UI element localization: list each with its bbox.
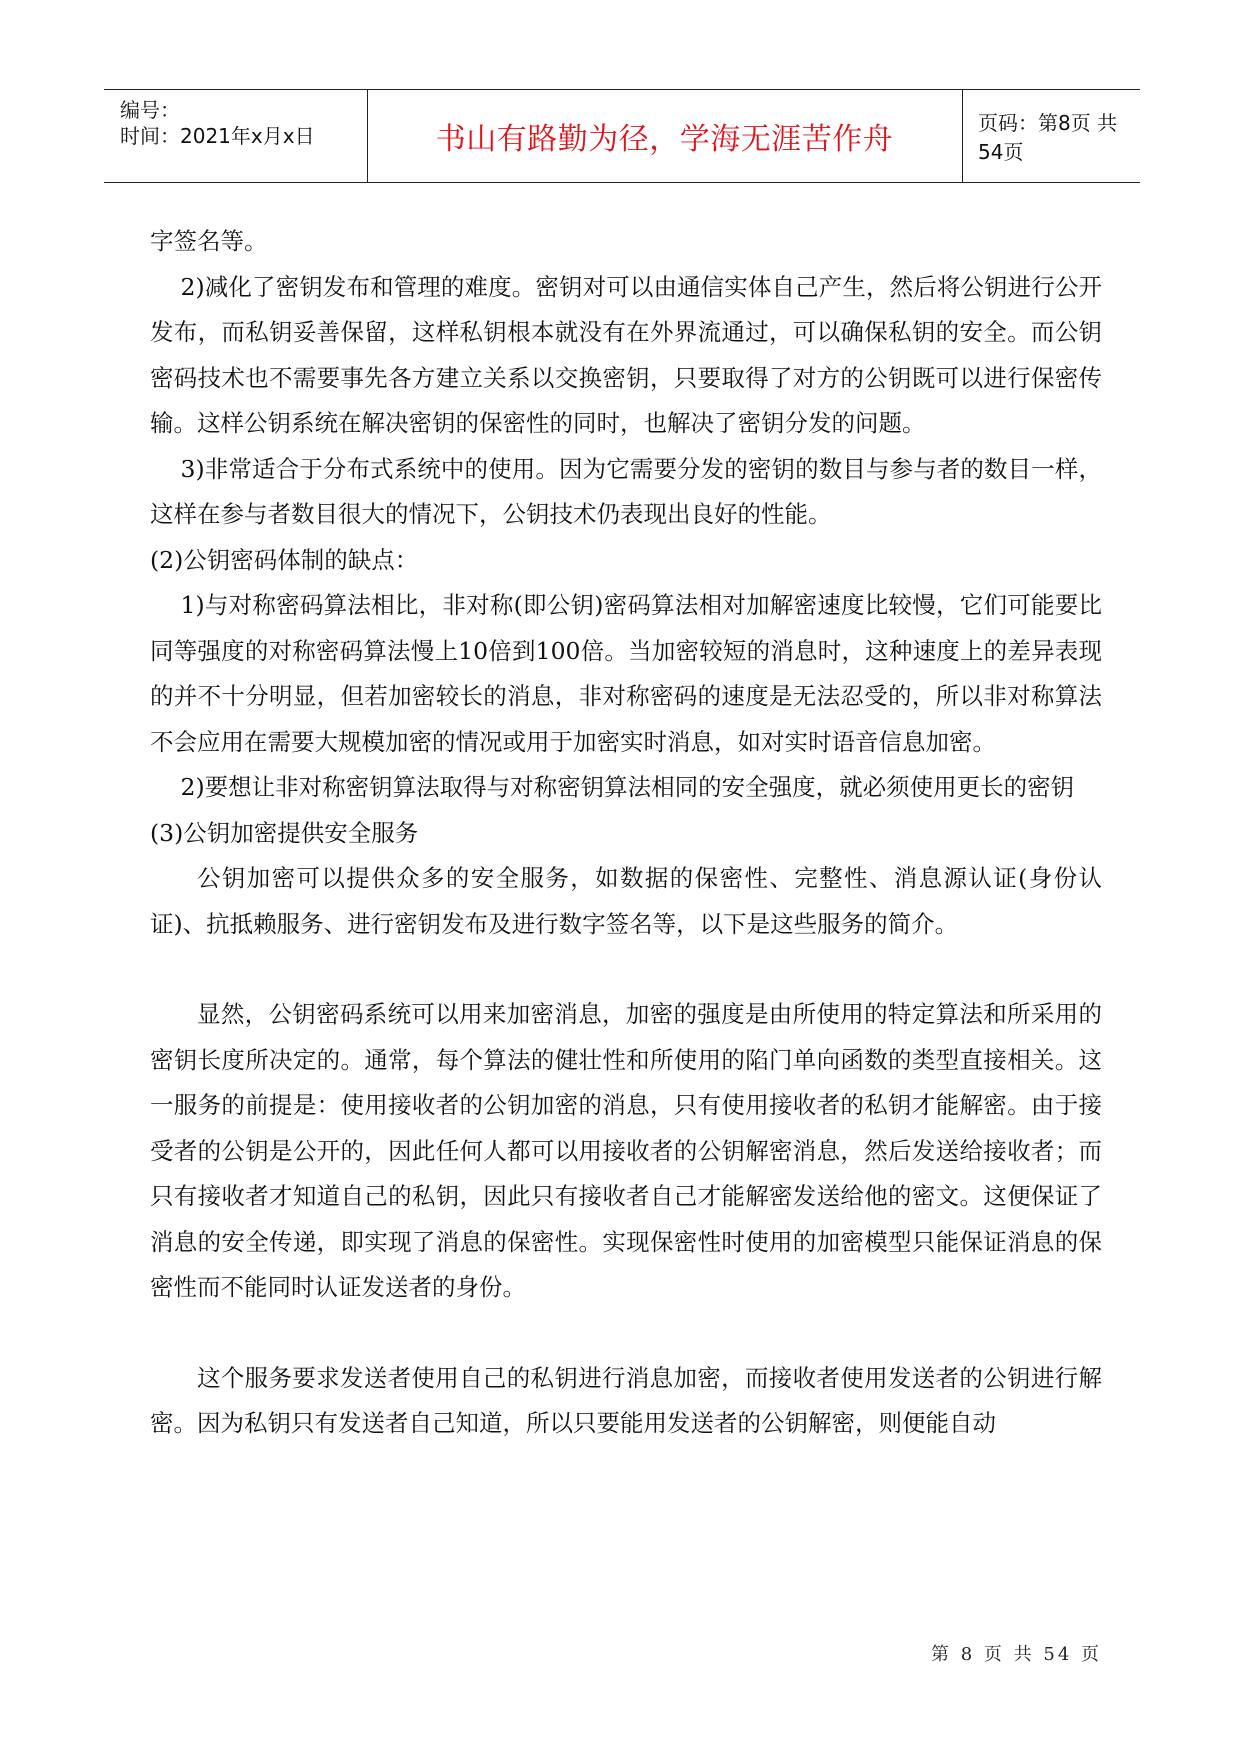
paragraph: 3)非常适合于分布式系统中的使用。因为它需要分发的密钥的数目与参与者的数目一样，这样在参与者数目很大的情况下，公钥技术仍表现出良好的性能。 (150, 454, 1102, 528)
paragraph-gap (150, 1311, 1102, 1356)
section-heading: (3)公钥加密提供安全服务 (150, 818, 419, 847)
paragraph: 2)减化了密钥发布和管理的难度。密钥对可以由通信实体自己产生，然后将公钥进行公开发布，而私钥妥善保留，这样私钥根本就没有在外界流通过，可以确保私钥的安全。而公钥密码技术也不需要事先各方建立关系以交换密钥，只要取得了对方的公钥既可以进行保密传输。这样公钥系统在解决密钥的保密性的同时，也解决了密钥分发的问题。 (150, 272, 1102, 437)
section-heading: (2)公钥密码体制的缺点： (150, 545, 419, 574)
header-motto: 书山有路勤为径，学海无涯苦作舟 (367, 90, 963, 182)
paragraph: 这个服务要求发送者使用自己的私钥进行消息加密，而接收者使用发送者的公钥进行解密。因为私钥只有发送者自己知道，所以只要能用发送者的公钥解密，则便能自动 (150, 1363, 1102, 1437)
header-page-info: 页码：第8页 共54页 (978, 111, 1118, 164)
document-number-label: 编号： (120, 98, 180, 122)
page-footer: 第 8 页 共 54 页 (931, 1644, 1102, 1665)
paragraph: 公钥加密可以提供众多的安全服务，如数据的保密性、完整性、消息源认证(身份认证)、抗抵赖服务、进行密钥发布及进行数字签名等，以下是这些服务的简介。 (150, 864, 1102, 938)
paragraph: 1)与对称密码算法相比，非对称(即公钥)密码算法相对加解密速度比较慢，它们可能要比同等强度的对称密码算法慢上10倍到100倍。当加密较短的消息时，这种速度上的差异表现的并不十分明显，但若加密较长的消息，非对称密码的速度是无法忍受的，所以非对称算法不会应用在需要大规模加密的情况或用于加密实时消息，如对实时语音信息加密。 (150, 591, 1102, 756)
document-body (150, 219, 1102, 1447)
paragraph: 显然，公钥密码系统可以用来加密消息，加密的强度是由所使用的特定算法和所采用的密钥长度所决定的。通常，每个算法的健壮性和所使用的陷门单向函数的类型直接相关。这一服务的前提是：使用接收者的公钥加密的消息，只有使用接收者的私钥才能解密。由于接受者的公钥是公开的，因此任何人都可以用接收者的公钥解密消息，然后发送给接收者；而只有接收者才知道自己的私钥，因此只有接收者自己才能解密发送给他的密文。这便保证了消息的安全传递，即实现了消息的保密性。实现保密性时使用的加密模型只能保证消息的保密性而不能同时认证发送者的身份。 (150, 1000, 1102, 1301)
paragraph: 2)要想让非对称密钥算法取得与对称密钥算法相同的安全强度，就必须使用更长的密钥 (180, 773, 1075, 801)
page-header (104, 89, 1140, 183)
paragraph: 字签名等。 (150, 227, 268, 255)
paragraph-gap (150, 947, 1102, 992)
document-time-label: 时间：2021年x月x日 (120, 124, 315, 148)
header-left-cell (104, 90, 368, 182)
